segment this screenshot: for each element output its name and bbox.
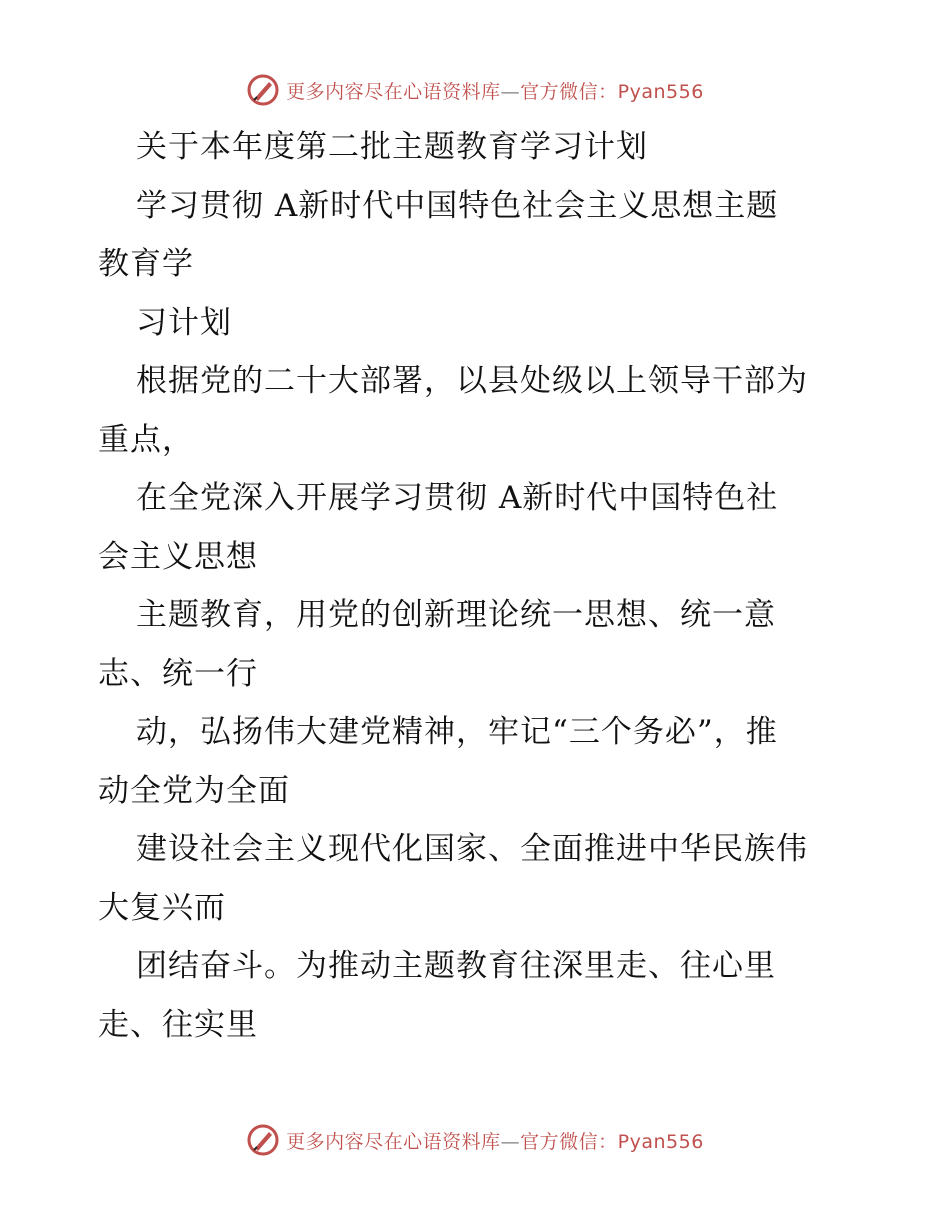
text-line: 在全党深入开展学习贯彻 A新时代中国特色社 <box>136 480 779 516</box>
text-line: 会主义思想 <box>98 538 258 575</box>
text-line: 根据党的二十大部署，以县处级以上领导干部为 <box>136 363 808 399</box>
banner-text <box>286 77 704 104</box>
pen-logo-icon <box>246 1123 280 1157</box>
text-line: 学习贯彻 A新时代中国特色社会主义思想主题 <box>136 187 779 224</box>
text-line: 教育学 <box>98 246 194 282</box>
header-banner <box>0 70 950 110</box>
text-line: 主题教育，用党的创新理论统一思想、统一意 <box>136 597 776 633</box>
text-line: 大复兴而 <box>98 889 226 926</box>
text-line: 团结奋斗。为推动主题教育往深里走、往心里 <box>136 948 776 984</box>
banner-text <box>286 1127 704 1154</box>
banner-site-text: 更多内容尽在心语资料库 <box>286 80 501 103</box>
footer-banner <box>0 1120 950 1160</box>
text-line: 动全党为全面 <box>98 772 290 809</box>
text-line: 重点， <box>98 421 194 458</box>
banner-wechat-text: 官方微信：Pyan556 <box>520 80 704 103</box>
text-line: 关于本年度第二批主题教育学习计划 <box>136 129 648 165</box>
document-body <box>98 118 868 1054</box>
text-line: 建设社会主义现代化国家、全面推进中华民族伟 <box>136 831 808 867</box>
pen-logo-icon <box>246 73 280 107</box>
text-line: 志、统一行 <box>98 655 258 692</box>
banner-wechat-text: 官方微信：Pyan556 <box>520 1130 704 1153</box>
text-line: 动，弘扬伟大建党精神，牢记“三个务必”，推 <box>136 714 778 750</box>
banner-site-text: 更多内容尽在心语资料库 <box>286 1130 501 1153</box>
banner-dash: — <box>500 80 521 103</box>
text-line: 走、往实里 <box>98 1006 258 1043</box>
banner-dash: — <box>500 1130 521 1153</box>
text-line: 习计划 <box>136 304 232 341</box>
